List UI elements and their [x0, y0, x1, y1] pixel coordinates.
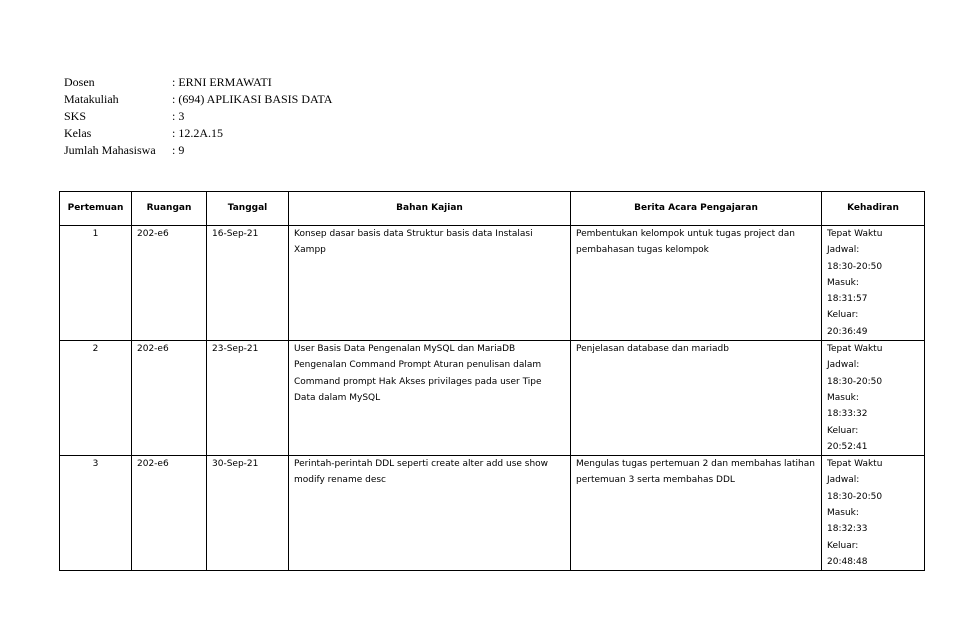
info-value: : 3: [172, 109, 185, 123]
kehadiran-masuk: 18:32:33: [827, 524, 868, 535]
header-kehadiran: Kehadiran: [822, 192, 925, 226]
info-value: : ERNI ERMAWATI: [172, 75, 272, 89]
cell-berita-acara: Mengulas tugas pertemuan 2 dan membahas latihan pertemuan 3 serta membahas DDL: [571, 456, 822, 571]
cell-kehadiran: [822, 226, 925, 341]
cell-berita-acara: Pembentukan kelompok untuk tugas project dan pembahasan tugas kelompok: [571, 226, 822, 341]
kehadiran-status: Tepat Waktu: [827, 459, 883, 470]
info-value: : (694) APLIKASI BASIS DATA: [172, 92, 333, 106]
cell-tanggal: 16-Sep-21: [207, 226, 289, 341]
info-label: Matakuliah: [64, 92, 119, 106]
kehadiran-jadwal: 18:30-20:50: [827, 491, 883, 502]
kehadiran-masuk-label: Masuk:: [827, 392, 859, 403]
header-bahan-kajian: Bahan Kajian: [289, 192, 571, 226]
info-value: : 9: [172, 143, 185, 157]
info-row-matakuliah: [64, 91, 332, 108]
kehadiran-jadwal: 18:30-20:50: [827, 376, 883, 387]
info-row-kelas: [64, 125, 332, 142]
cell-kehadiran: [822, 456, 925, 571]
info-label: SKS: [64, 109, 87, 123]
cell-kehadiran: [822, 341, 925, 456]
info-label: Kelas: [64, 126, 92, 140]
kehadiran-masuk-label: Masuk:: [827, 277, 859, 288]
info-row-sks: [64, 108, 332, 125]
cell-tanggal: 30-Sep-21: [207, 456, 289, 571]
info-row-jumlah-mahasiswa: [64, 142, 332, 159]
course-info: [64, 74, 332, 159]
info-value: : 12.2A.15: [172, 126, 223, 140]
kehadiran-status: Tepat Waktu: [827, 229, 883, 239]
cell-pertemuan: 3: [60, 456, 132, 571]
kehadiran-jadwal-label: Jadwal:: [827, 245, 860, 256]
kehadiran-keluar: 20:36:49: [827, 326, 868, 337]
cell-bahan-kajian: Konsep dasar basis data Struktur basis data Instalasi Xampp: [289, 226, 571, 341]
cell-tanggal: 23-Sep-21: [207, 341, 289, 456]
kehadiran-masuk: 18:33:32: [827, 409, 868, 420]
kehadiran-keluar-label: Keluar:: [827, 540, 859, 551]
table-header-row: [60, 192, 925, 226]
attendance-table: [59, 191, 925, 571]
cell-pertemuan: 2: [60, 341, 132, 456]
info-label: Dosen: [64, 75, 95, 89]
info-row-dosen: [64, 74, 332, 91]
cell-pertemuan: 1: [60, 226, 132, 341]
kehadiran-jadwal-label: Jadwal:: [827, 475, 860, 486]
cell-bahan-kajian: User Basis Data Pengenalan MySQL dan MariaDB Pengenalan Command Prompt Aturan penulisan dalam Command prompt Hak Akses privilages pada user Tipe Data dalam MySQL: [289, 341, 571, 456]
kehadiran-keluar-label: Keluar:: [827, 425, 859, 436]
cell-ruangan: 202-e6: [132, 226, 207, 341]
header-tanggal: Tanggal: [207, 192, 289, 226]
kehadiran-keluar: 20:52:41: [827, 441, 868, 452]
header-berita-acara: Berita Acara Pengajaran: [571, 192, 822, 226]
kehadiran-masuk-label: Masuk:: [827, 508, 859, 519]
cell-ruangan: 202-e6: [132, 456, 207, 571]
kehadiran-keluar: 20:48:48: [827, 556, 868, 567]
kehadiran-status: Tepat Waktu: [827, 344, 883, 355]
info-label: Jumlah Mahasiswa: [64, 143, 156, 157]
kehadiran-masuk: 18:31:57: [827, 294, 868, 305]
table-row: [60, 456, 925, 571]
cell-bahan-kajian: Perintah-perintah DDL seperti create alter add use show modify rename desc: [289, 456, 571, 571]
kehadiran-keluar-label: Keluar:: [827, 310, 859, 321]
table-row: [60, 341, 925, 456]
kehadiran-jadwal-label: Jadwal:: [827, 360, 860, 371]
table-row: [60, 226, 925, 341]
header-ruangan: Ruangan: [132, 192, 207, 226]
cell-berita-acara: Penjelasan database dan mariadb: [571, 341, 822, 456]
cell-ruangan: 202-e6: [132, 341, 207, 456]
header-pertemuan: Pertemuan: [60, 192, 132, 226]
kehadiran-jadwal: 18:30-20:50: [827, 261, 883, 272]
